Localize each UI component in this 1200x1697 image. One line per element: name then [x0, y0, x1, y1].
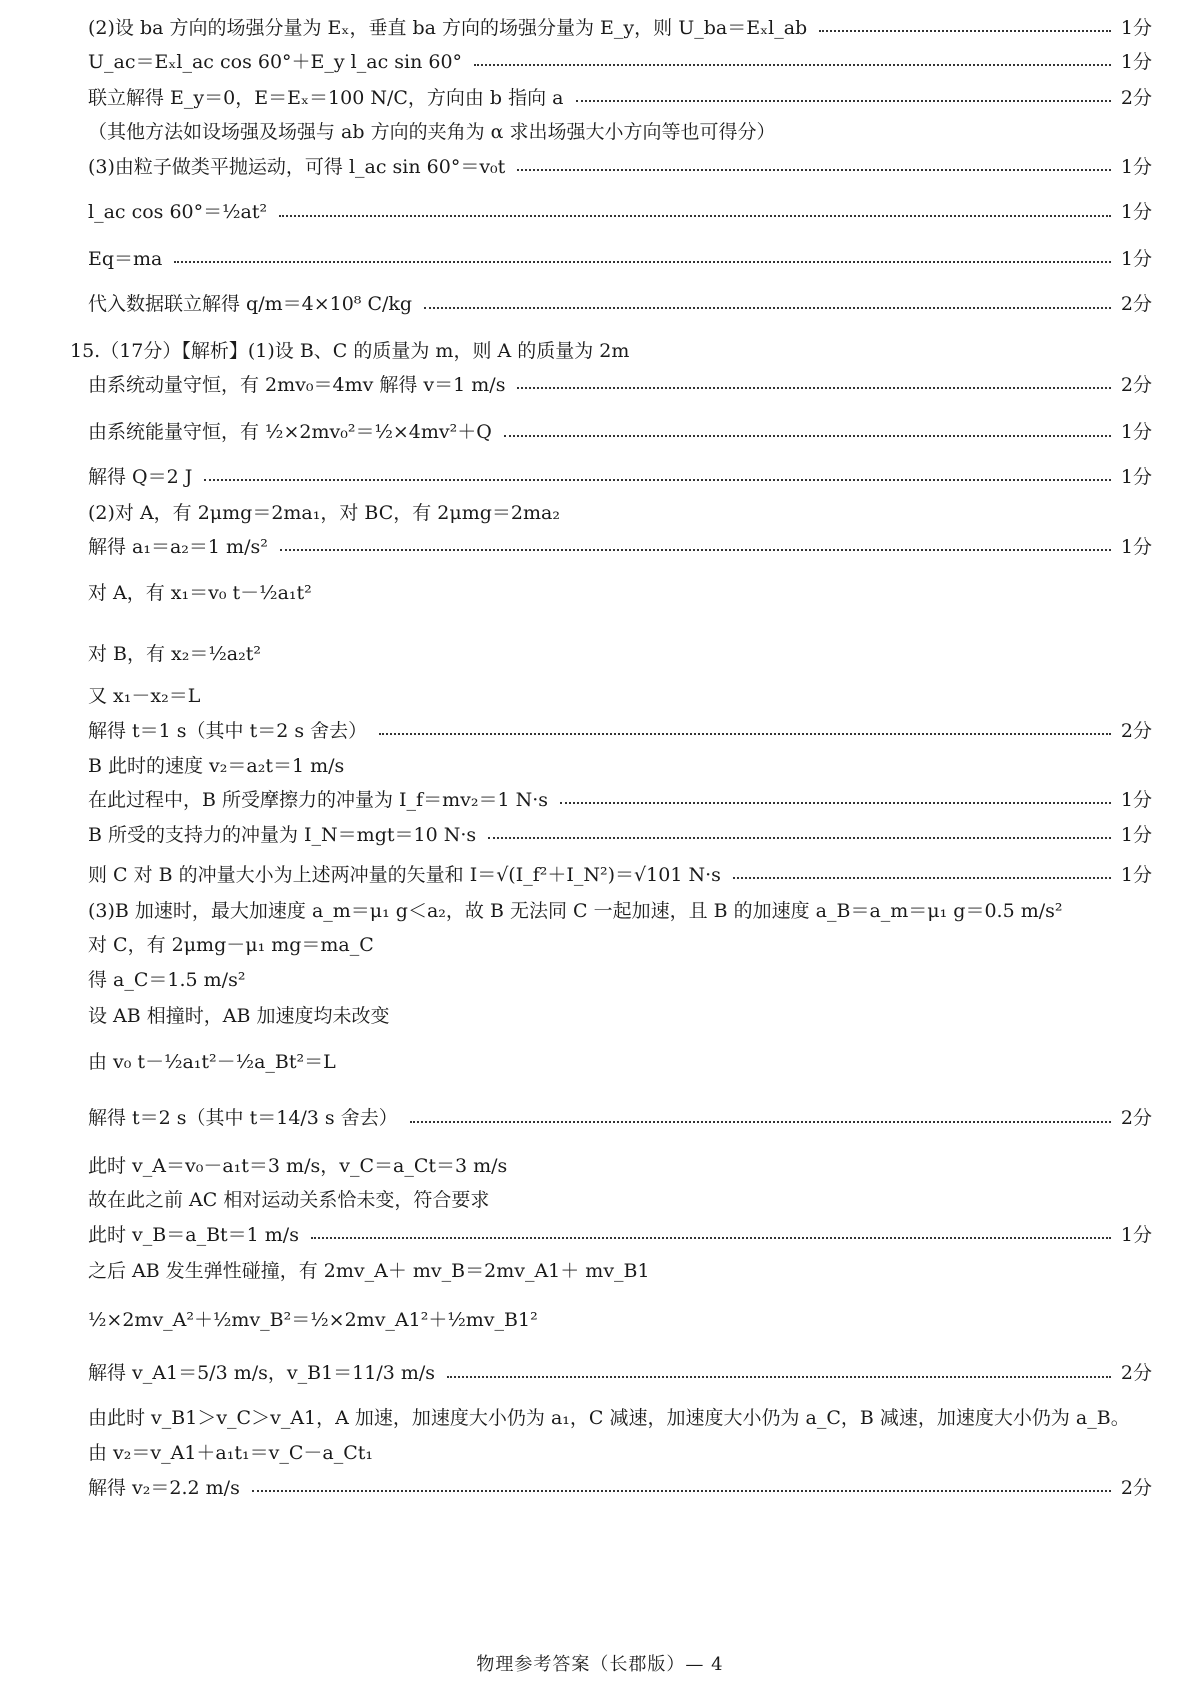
answer-text: 故在此之前 AC 相对运动关系恰未变，符合要求	[88, 1189, 490, 1211]
answer-line	[0, 1348, 1200, 1398]
answer-text: l_ac cos 60°＝½at²	[88, 201, 268, 223]
score-label: 1分	[1120, 17, 1152, 39]
score-label: 1分	[1120, 248, 1152, 270]
answer-line	[0, 1148, 1200, 1184]
dot-leader	[424, 307, 1111, 309]
answer-text: (2)设 ba 方向的场强分量为 Eₓ，垂直 ba 方向的场强分量为 E_y，则 U_ba＝Eₓl_ab	[88, 17, 808, 39]
answer-text: 对 A，有 x₁＝v₀ t－½a₁t²	[88, 582, 312, 604]
answer-line	[0, 817, 1200, 853]
dot-leader	[447, 1376, 1111, 1378]
answer-text: (3)B 加速时，最大加速度 a_m＝μ₁ g＜a₂，故 B 无法同 C 一起加速，且 B 的加速度 a_B＝a_m＝μ₁ g＝0.5 m/s²	[88, 900, 1063, 922]
dot-leader	[560, 802, 1111, 804]
answer-text: 由 v₀ t－½a₁t²－½a_Bt²＝L	[88, 1051, 336, 1073]
dot-leader	[517, 169, 1111, 171]
answer-text: U_ac＝Eₓl_ac cos 60°＋E_y l_ac sin 60°	[88, 51, 463, 73]
score-label: 1分	[1120, 156, 1152, 178]
answer-text: 联立解得 E_y＝0，E＝Eₓ＝100 N/C，方向由 b 指向 a	[88, 87, 564, 109]
score-label: 1分	[1120, 201, 1152, 223]
score-label: 2分	[1120, 1107, 1152, 1129]
dot-leader	[410, 1121, 1111, 1123]
answer-line	[0, 1253, 1200, 1289]
answer-text: 解得 v₂＝2.2 m/s	[88, 1477, 240, 1499]
answer-line	[0, 713, 1200, 749]
answer-text: ½×2mv_A²＋½mv_B²＝½×2mv_A1²＋½mv_B1²	[88, 1309, 538, 1331]
answer-text: 在此过程中，B 所受摩擦力的冲量为 I_f＝mv₂＝1 N·s	[88, 789, 548, 811]
answer-text: 对 C，有 2μmg－μ₁ mg＝ma_C	[88, 934, 374, 956]
answer-line	[0, 241, 1200, 277]
answer-line	[0, 678, 1200, 714]
answer-text: 解得 t＝1 s（其中 t＝2 s 舍去）	[88, 720, 368, 742]
answer-text: 此时 v_A＝v₀－a₁t＝3 m/s，v_C＝a_Ct＝3 m/s	[88, 1155, 508, 1177]
answer-line	[0, 1217, 1200, 1253]
answer-line	[0, 1400, 1200, 1436]
answer-text: 解得 a₁＝a₂＝1 m/s²	[88, 536, 268, 558]
score-label: 1分	[1120, 466, 1152, 488]
answer-line	[0, 114, 1200, 150]
answer-line	[0, 857, 1200, 893]
dot-leader	[174, 261, 1111, 263]
answer-text: B 此时的速度 v₂＝a₂t＝1 m/s	[88, 755, 345, 777]
score-label: 1分	[1120, 789, 1152, 811]
answer-line	[0, 459, 1200, 495]
answer-text: 由 v₂＝v_A1＋a₁t₁＝v_C－a_Ct₁	[88, 1442, 374, 1464]
answer-line	[0, 279, 1200, 329]
dot-leader	[252, 1490, 1111, 1492]
score-label: 2分	[1120, 1477, 1152, 1499]
answer-text: B 所受的支持力的冲量为 I_N＝mgt＝10 N·s	[88, 824, 477, 846]
score-label: 2分	[1120, 1362, 1152, 1384]
dot-leader	[819, 30, 1111, 32]
answer-text: Eq＝ma	[88, 248, 163, 270]
dot-leader	[379, 733, 1111, 735]
dot-leader	[733, 877, 1111, 879]
answer-text: 解得 t＝2 s（其中 t＝14/3 s 舍去）	[88, 1107, 398, 1129]
score-label: 1分	[1120, 864, 1152, 886]
answer-text: 则 C 对 B 的冲量大小为上述两冲量的矢量和 I＝√(I_f²＋I_N²)＝√101 N·s	[88, 864, 721, 886]
answer-text: 15.（17分）【解析】(1)设 B、C 的质量为 m，则 A 的质量为 2m	[70, 340, 630, 362]
answer-text: 设 AB 相撞时，AB 加速度均未改变	[88, 1005, 390, 1027]
answer-line	[0, 1182, 1200, 1218]
score-label: 1分	[1120, 1224, 1152, 1246]
answer-line	[0, 893, 1200, 929]
answer-line	[0, 1435, 1200, 1471]
answer-text: 代入数据联立解得 q/m＝4×10⁸ C/kg	[88, 293, 413, 315]
dot-leader	[311, 1237, 1111, 1239]
score-label: 1分	[1120, 536, 1152, 558]
answer-line	[0, 149, 1200, 185]
answer-text: 解得 Q＝2 J	[88, 466, 193, 488]
answer-text: 得 a_C＝1.5 m/s²	[88, 969, 246, 991]
score-label: 2分	[1120, 87, 1152, 109]
answer-text: 又 x₁－x₂＝L	[88, 685, 201, 707]
answer-line	[0, 629, 1200, 679]
answer-text: 由系统动量守恒，有 2mv₀＝4mv 解得 v＝1 m/s	[88, 374, 506, 396]
dot-leader	[280, 549, 1111, 551]
dot-leader	[474, 64, 1111, 66]
answer-line	[0, 1093, 1200, 1143]
answer-line	[0, 333, 1200, 369]
page-footer: 物理参考答案（长郡版）— 4	[476, 1654, 724, 1675]
answer-line	[0, 962, 1200, 998]
score-label: 1分	[1120, 51, 1152, 73]
answer-line	[0, 748, 1200, 784]
answer-text: 之后 AB 发生弹性碰撞，有 2mv_A＋ mv_B＝2mv_A1＋ mv_B1	[88, 1260, 650, 1282]
answer-text: 由此时 v_B1＞v_C＞v_A1，A 加速，加速度大小仍为 a₁，C 减速，加速度大小仍为 a_C，B 减速，加速度大小仍为 a_B。	[88, 1407, 1130, 1429]
answer-line	[0, 1470, 1200, 1506]
score-label: 1分	[1120, 421, 1152, 443]
answer-line	[0, 407, 1200, 457]
answer-line	[0, 927, 1200, 963]
answer-line	[0, 495, 1200, 531]
score-label: 1分	[1120, 824, 1152, 846]
answer-text: 解得 v_A1＝5/3 m/s，v_B1＝11/3 m/s	[88, 1362, 436, 1384]
score-label: 2分	[1120, 293, 1152, 315]
dot-leader	[204, 479, 1111, 481]
dot-leader	[576, 100, 1111, 102]
answer-text: 由系统能量守恒，有 ½×2mv₀²＝½×4mv²＋Q	[88, 421, 492, 443]
score-label: 2分	[1120, 720, 1152, 742]
dot-leader	[279, 215, 1111, 217]
answer-line	[0, 1295, 1200, 1345]
answer-line	[0, 80, 1200, 116]
dot-leader	[488, 837, 1111, 839]
answer-text: (3)由粒子做类平抛运动，可得 l_ac sin 60°＝v₀t	[88, 156, 506, 178]
answer-text: 对 B，有 x₂＝½a₂t²	[88, 643, 261, 665]
score-label: 2分	[1120, 374, 1152, 396]
answer-line	[0, 782, 1200, 818]
answer-text: （其他方法如设场强及场强与 ab 方向的夹角为 α 求出场强大小方向等也可得分）	[88, 121, 776, 143]
answer-line	[0, 1037, 1200, 1087]
dot-leader	[517, 387, 1111, 389]
answer-line	[0, 44, 1200, 80]
answer-text: 此时 v_B＝a_Bt＝1 m/s	[88, 1224, 299, 1246]
answer-line	[0, 10, 1200, 46]
answer-line	[0, 367, 1200, 403]
dot-leader	[504, 435, 1111, 437]
answer-text: (2)对 A，有 2μmg＝2ma₁，对 BC，有 2μmg＝2ma₂	[88, 502, 560, 524]
answer-line	[0, 568, 1200, 618]
answer-line	[0, 529, 1200, 565]
answer-line	[0, 998, 1200, 1034]
answer-line	[0, 187, 1200, 237]
